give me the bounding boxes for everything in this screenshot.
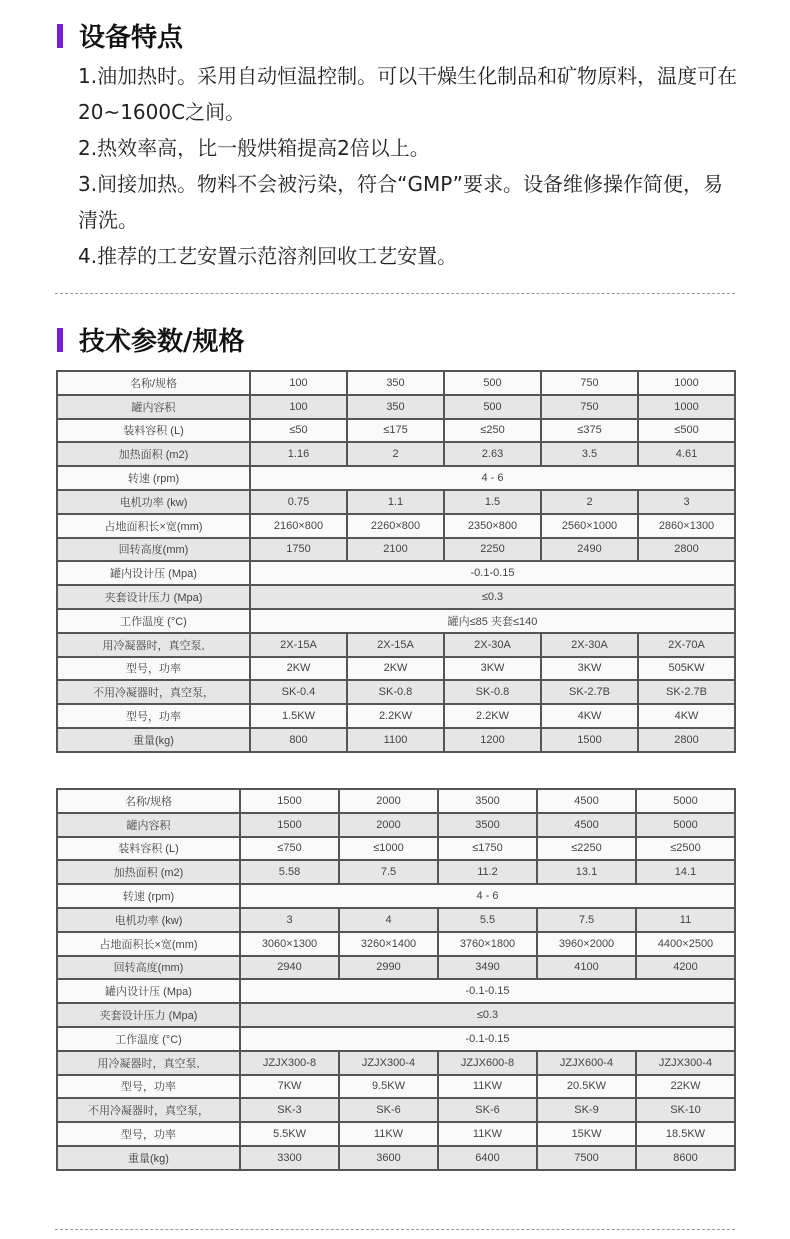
- feature-item: 3.间接加热。物料不会被污染，符合“GMP”要求。设备维修操作简便，易清洗。: [78, 172, 723, 232]
- section-title-specs: [57, 321, 245, 358]
- row-label: 型号，功率: [57, 657, 250, 681]
- cell-value: 2KW: [347, 657, 444, 681]
- cell-value: ≤1750: [438, 837, 537, 861]
- cell-value: 5000: [636, 789, 735, 813]
- table-row: [57, 704, 735, 728]
- row-label: 装料容积 (L): [57, 837, 240, 861]
- cell-value: 2100: [347, 538, 444, 562]
- cell-value: 20.5KW: [537, 1075, 636, 1099]
- row-label: 占地面积长×宽(mm): [57, 932, 240, 956]
- cell-value: 3KW: [444, 657, 541, 681]
- cell-value: 2940: [240, 956, 339, 980]
- table-row: [57, 1122, 735, 1146]
- cell-value: 3760×1800: [438, 932, 537, 956]
- cell-value: SK-3: [240, 1098, 339, 1122]
- cell-value: 2260×800: [347, 514, 444, 538]
- row-label: 装料容积 (L): [57, 419, 250, 443]
- cell-value: -0.1-0.15: [250, 561, 735, 585]
- cell-value: 11KW: [438, 1122, 537, 1146]
- title-bar-icon: [57, 24, 63, 48]
- spec-table-2: [56, 788, 736, 1171]
- table-row: [57, 908, 735, 932]
- cell-value: -0.1-0.15: [240, 1027, 735, 1051]
- cell-value: 2560×1000: [541, 514, 638, 538]
- table-row: [57, 979, 735, 1003]
- cell-value: 11.2: [438, 860, 537, 884]
- cell-value: SK-0.8: [444, 680, 541, 704]
- table-row: [57, 657, 735, 681]
- cell-value: SK-0.4: [250, 680, 347, 704]
- cell-value: 7KW: [240, 1075, 339, 1099]
- row-label: 重量(kg): [57, 1146, 240, 1170]
- cell-value: 2: [347, 442, 444, 466]
- cell-value: 1000: [638, 371, 735, 395]
- cell-value: 2350×800: [444, 514, 541, 538]
- cell-value: 2X-30A: [541, 633, 638, 657]
- cell-value: 2490: [541, 538, 638, 562]
- row-label: 罐内容积: [57, 813, 240, 837]
- table-row: [57, 1075, 735, 1099]
- row-label: 不用冷凝器时，真空泵，: [57, 680, 250, 704]
- feature-item: 2.热效率高，比一般烘箱提高2倍以上。: [78, 136, 430, 160]
- row-label: 罐内设计压 (Mpa): [57, 561, 250, 585]
- cell-value: 5.5: [438, 908, 537, 932]
- cell-value: 1000: [638, 395, 735, 419]
- cell-value: 1200: [444, 728, 541, 752]
- cell-value: 5000: [636, 813, 735, 837]
- cell-value: 14.1: [636, 860, 735, 884]
- cell-value: JZJX300-4: [339, 1051, 438, 1075]
- table-row: [57, 538, 735, 562]
- cell-value: 0.75: [250, 490, 347, 514]
- cell-value: ≤2500: [636, 837, 735, 861]
- cell-value: 3500: [438, 789, 537, 813]
- cell-value: 1500: [541, 728, 638, 752]
- title-bar-icon: [57, 328, 63, 352]
- cell-value: 500: [444, 371, 541, 395]
- table-row: [57, 490, 735, 514]
- cell-value: ≤0.3: [250, 585, 735, 609]
- cell-value: 13.1: [537, 860, 636, 884]
- cell-value: 505KW: [638, 657, 735, 681]
- row-label: 夹套设计压力 (Mpa): [57, 1003, 240, 1027]
- cell-value: 3: [240, 908, 339, 932]
- cell-value: 3: [638, 490, 735, 514]
- cell-value: 2000: [339, 813, 438, 837]
- row-label: 电机功率 (kw): [57, 908, 240, 932]
- cell-value: 800: [250, 728, 347, 752]
- cell-value: 4400×2500: [636, 932, 735, 956]
- row-label: 型号，功率: [57, 704, 250, 728]
- table-row: [57, 585, 735, 609]
- cell-value: 1100: [347, 728, 444, 752]
- row-label: 型号，功率: [57, 1075, 240, 1099]
- cell-value: 7.5: [339, 860, 438, 884]
- row-label: 夹套设计压力 (Mpa): [57, 585, 250, 609]
- cell-value: 1500: [240, 789, 339, 813]
- cell-value: 350: [347, 371, 444, 395]
- cell-value: ≤175: [347, 419, 444, 443]
- cell-value: 8600: [636, 1146, 735, 1170]
- feature-item: 1.油加热时。采用自动恒温控制。可以干燥生化制品和矿物原料，温度可在20~1600C之间。: [78, 64, 738, 124]
- cell-value: 2X-15A: [250, 633, 347, 657]
- cell-value: 9.5KW: [339, 1075, 438, 1099]
- cell-value: 4 - 6: [240, 884, 735, 908]
- row-label: 转速 (rpm): [57, 884, 240, 908]
- cell-value: SK-6: [339, 1098, 438, 1122]
- table-row: [57, 837, 735, 861]
- cell-value: 2250: [444, 538, 541, 562]
- row-label: 不用冷凝器时，真空泵，: [57, 1098, 240, 1122]
- cell-value: 3KW: [541, 657, 638, 681]
- cell-value: SK-6: [438, 1098, 537, 1122]
- cell-value: 2.2KW: [444, 704, 541, 728]
- cell-value: 3.5: [541, 442, 638, 466]
- table-row: [57, 1027, 735, 1051]
- cell-value: 350: [347, 395, 444, 419]
- row-label: 回转高度(mm): [57, 956, 240, 980]
- row-label: 罐内容积: [57, 395, 250, 419]
- cell-value: 3260×1400: [339, 932, 438, 956]
- table-row: [57, 813, 735, 837]
- table-row: [57, 1098, 735, 1122]
- cell-value: ≤375: [541, 419, 638, 443]
- cell-value: 2.2KW: [347, 704, 444, 728]
- cell-value: SK-2.7B: [638, 680, 735, 704]
- cell-value: 5.58: [240, 860, 339, 884]
- cell-value: SK-2.7B: [541, 680, 638, 704]
- cell-value: 7.5: [537, 908, 636, 932]
- cell-value: 1.5: [444, 490, 541, 514]
- table-row: [57, 466, 735, 490]
- cell-value: 100: [250, 395, 347, 419]
- row-label: 工作温度 (°C): [57, 1027, 240, 1051]
- cell-value: SK-0.8: [347, 680, 444, 704]
- cell-value: SK-10: [636, 1098, 735, 1122]
- table-row: [57, 956, 735, 980]
- table-row: [57, 1003, 735, 1027]
- cell-value: 15KW: [537, 1122, 636, 1146]
- section-title-text: 技术参数/规格: [79, 327, 245, 357]
- table-row: [57, 789, 735, 813]
- cell-value: 1.16: [250, 442, 347, 466]
- table-row: [57, 1051, 735, 1075]
- table-row: [57, 395, 735, 419]
- row-label: 电机功率 (kw): [57, 490, 250, 514]
- cell-value: 4500: [537, 813, 636, 837]
- cell-value: 1.5KW: [250, 704, 347, 728]
- cell-value: 4100: [537, 956, 636, 980]
- section-title-features: [57, 17, 183, 54]
- cell-value: JZJX600-8: [438, 1051, 537, 1075]
- table-row: [57, 514, 735, 538]
- row-label: 型号，功率: [57, 1122, 240, 1146]
- cell-value: 2X-30A: [444, 633, 541, 657]
- cell-value: 4 - 6: [250, 466, 735, 490]
- cell-value: 2000: [339, 789, 438, 813]
- cell-value: SK-9: [537, 1098, 636, 1122]
- cell-value: 3600: [339, 1146, 438, 1170]
- cell-value: JZJX600-4: [537, 1051, 636, 1075]
- row-label: 占地面积长×宽(mm): [57, 514, 250, 538]
- cell-value: 4KW: [638, 704, 735, 728]
- cell-value: 2800: [638, 728, 735, 752]
- cell-value: 18.5KW: [636, 1122, 735, 1146]
- cell-value: 4.61: [638, 442, 735, 466]
- cell-value: 3490: [438, 956, 537, 980]
- row-label: 名称/规格: [57, 789, 240, 813]
- cell-value: 4KW: [541, 704, 638, 728]
- table-row: [57, 561, 735, 585]
- table-row: [57, 1146, 735, 1170]
- cell-value: JZJX300-4: [636, 1051, 735, 1075]
- cell-value: 11KW: [438, 1075, 537, 1099]
- cell-value: ≤500: [638, 419, 735, 443]
- cell-value: 2990: [339, 956, 438, 980]
- cell-value: ≤1000: [339, 837, 438, 861]
- cell-value: 7500: [537, 1146, 636, 1170]
- table-row: [57, 884, 735, 908]
- cell-value: 3300: [240, 1146, 339, 1170]
- cell-value: 2X-15A: [347, 633, 444, 657]
- table-row: [57, 609, 735, 633]
- cell-value: 2860×1300: [638, 514, 735, 538]
- table-row: [57, 860, 735, 884]
- cell-value: 750: [541, 395, 638, 419]
- cell-value: 4: [339, 908, 438, 932]
- row-label: 重量(kg): [57, 728, 250, 752]
- section-title-text: 设备特点: [79, 23, 184, 53]
- cell-value: ≤50: [250, 419, 347, 443]
- row-label: 用冷凝器时，真空泵,: [57, 1051, 240, 1075]
- cell-value: ≤250: [444, 419, 541, 443]
- cell-value: 4500: [537, 789, 636, 813]
- cell-value: 500: [444, 395, 541, 419]
- cell-value: 3960×2000: [537, 932, 636, 956]
- row-label: 工作温度 (°C): [57, 609, 250, 633]
- cell-value: 2: [541, 490, 638, 514]
- row-label: 名称/规格: [57, 371, 250, 395]
- cell-value: 6400: [438, 1146, 537, 1170]
- row-label: 加热面积 (m2): [57, 442, 250, 466]
- row-label: 回转高度(mm): [57, 538, 250, 562]
- cell-value: 1500: [240, 813, 339, 837]
- cell-value: 100: [250, 371, 347, 395]
- feature-item: 4.推荐的工艺安置示范溶剂回收工艺安置。: [78, 244, 458, 268]
- cell-value: ≤750: [240, 837, 339, 861]
- table-row: [57, 442, 735, 466]
- cell-value: 2X-70A: [638, 633, 735, 657]
- cell-value: 22KW: [636, 1075, 735, 1099]
- cell-value: ≤2250: [537, 837, 636, 861]
- cell-value: 11: [636, 908, 735, 932]
- cell-value: JZJX300-8: [240, 1051, 339, 1075]
- cell-value: 5.5KW: [240, 1122, 339, 1146]
- cell-value: 3500: [438, 813, 537, 837]
- row-label: 罐内设计压 (Mpa): [57, 979, 240, 1003]
- cell-value: 4200: [636, 956, 735, 980]
- divider: [55, 293, 735, 294]
- cell-value: 1750: [250, 538, 347, 562]
- table-row: [57, 371, 735, 395]
- table-row: [57, 633, 735, 657]
- cell-value: -0.1-0.15: [240, 979, 735, 1003]
- feature-list: [78, 58, 738, 274]
- table-row: [57, 932, 735, 956]
- cell-value: 750: [541, 371, 638, 395]
- spec-table-1: [56, 370, 736, 753]
- cell-value: 2160×800: [250, 514, 347, 538]
- cell-value: 2800: [638, 538, 735, 562]
- cell-value: 11KW: [339, 1122, 438, 1146]
- cell-value: 2KW: [250, 657, 347, 681]
- row-label: 加热面积 (m2): [57, 860, 240, 884]
- cell-value: 1.1: [347, 490, 444, 514]
- divider: [55, 1229, 735, 1230]
- table-row: [57, 728, 735, 752]
- cell-value: 罐内≤85 夹套≤140: [250, 609, 735, 633]
- cell-value: ≤0.3: [240, 1003, 735, 1027]
- table-row: [57, 680, 735, 704]
- table-row: [57, 419, 735, 443]
- cell-value: 2.63: [444, 442, 541, 466]
- cell-value: 3060×1300: [240, 932, 339, 956]
- row-label: 转速 (rpm): [57, 466, 250, 490]
- row-label: 用冷凝器时，真空泵,: [57, 633, 250, 657]
